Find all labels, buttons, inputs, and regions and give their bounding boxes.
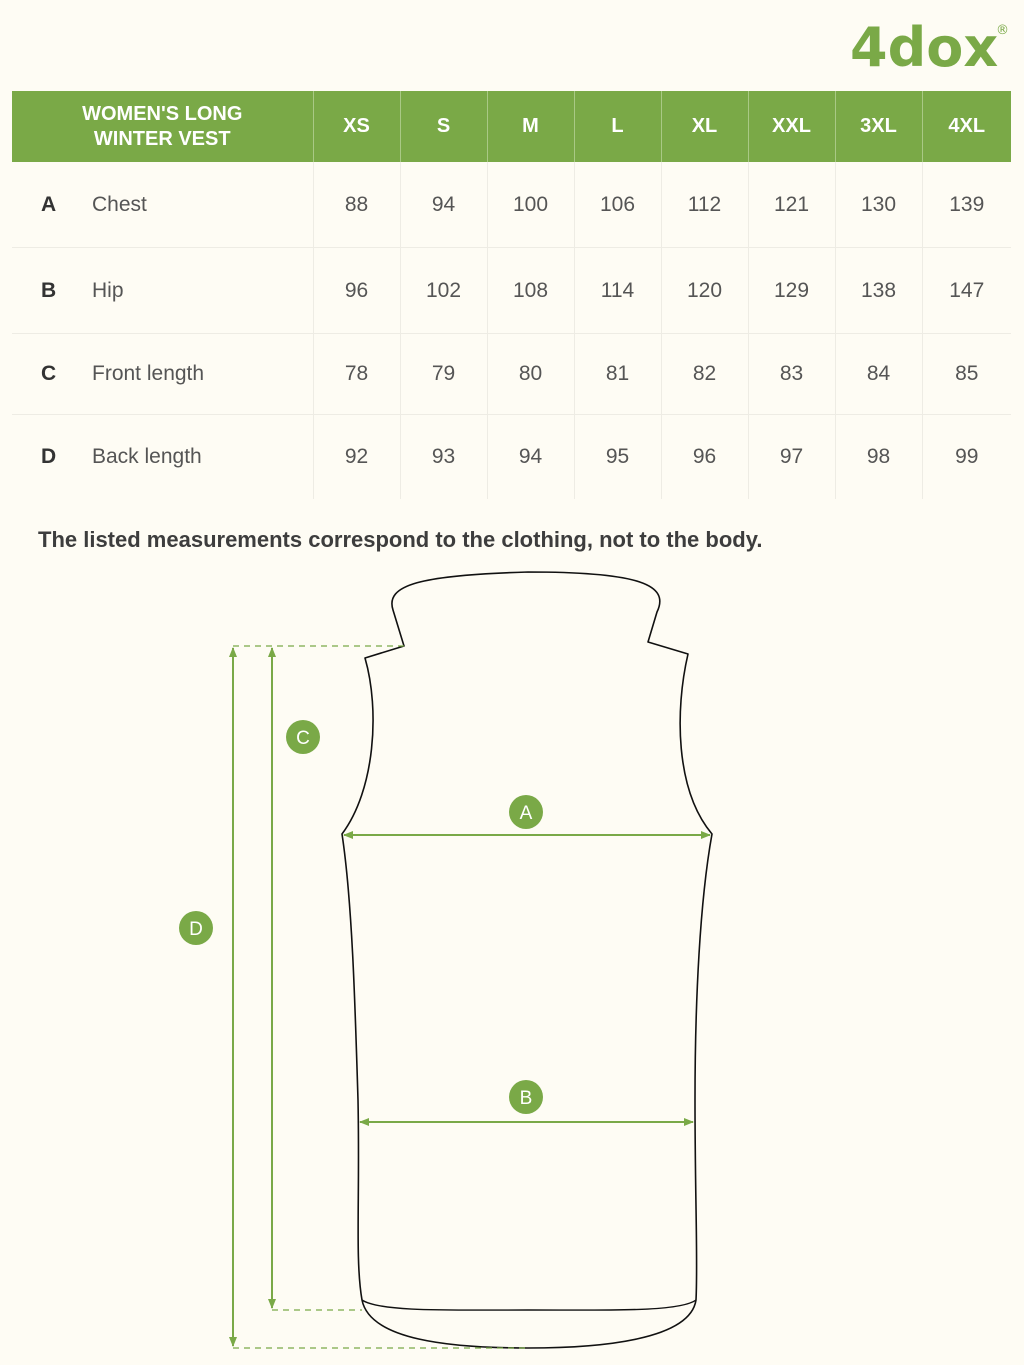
measure-name: Chest: [92, 192, 147, 216]
table-cell: 102: [400, 248, 487, 334]
table-cell: 94: [487, 415, 574, 500]
table-cell: 138: [835, 248, 922, 334]
table-cell: 114: [574, 248, 661, 334]
table-header-row: [12, 91, 1011, 162]
table-row-front-length: [12, 334, 1011, 415]
table-cell: 147: [922, 248, 1011, 334]
measure-label: [12, 415, 313, 500]
table-cell: 106: [574, 162, 661, 248]
size-header-s: S: [400, 91, 487, 162]
vest-diagram: [0, 560, 1024, 1360]
brand-logo: [850, 14, 1010, 78]
table-cell: 85: [922, 334, 1011, 415]
measure-letter: A: [41, 192, 57, 216]
size-header-3xl: 3XL: [835, 91, 922, 162]
table-cell: 96: [313, 248, 400, 334]
measure-name: Hip: [92, 278, 124, 302]
measure-label: [12, 248, 313, 334]
table-cell: 98: [835, 415, 922, 500]
table-cell: 99: [922, 415, 1011, 500]
label-circle-a: [509, 795, 543, 829]
table-title: WOMEN'S LONG WINTER VEST: [12, 91, 313, 162]
measurement-note: The listed measurements correspond to the clothing, not to the body.: [38, 527, 763, 552]
measure-label: [12, 334, 313, 415]
size-header-xl: XL: [661, 91, 748, 162]
vest-hem-line: [362, 1300, 696, 1310]
table-cell: 93: [400, 415, 487, 500]
table-row-hip: [12, 248, 1011, 334]
svg-text:4dox: 4dox: [850, 16, 999, 78]
measure-letter: C: [41, 362, 57, 385]
table-cell: 83: [748, 334, 835, 415]
table-cell: 97: [748, 415, 835, 500]
table-cell: 82: [661, 334, 748, 415]
table-cell: 92: [313, 415, 400, 500]
table-cell: 81: [574, 334, 661, 415]
table-cell: 112: [661, 162, 748, 248]
table-cell: 121: [748, 162, 835, 248]
table-cell: 108: [487, 248, 574, 334]
vest-outline: [342, 572, 712, 1348]
table-cell: 79: [400, 334, 487, 415]
table-row-back-length: [12, 415, 1011, 500]
table-cell: 84: [835, 334, 922, 415]
svg-text:B: B: [519, 1088, 533, 1109]
size-table: [12, 91, 1011, 499]
svg-text:A: A: [519, 803, 533, 824]
table-cell: 129: [748, 248, 835, 334]
svg-text:D: D: [189, 919, 203, 940]
table-cell: 94: [400, 162, 487, 248]
label-circle-c: [286, 720, 320, 754]
table-row-chest: [12, 162, 1011, 248]
measure-label: [12, 162, 313, 248]
table-cell: 130: [835, 162, 922, 248]
size-header-xs: XS: [313, 91, 400, 162]
label-circle-d: [179, 911, 213, 945]
measure-letter: B: [41, 278, 57, 302]
svg-text:®: ®: [996, 23, 1009, 38]
table-cell: 95: [574, 415, 661, 500]
table-cell: 96: [661, 415, 748, 500]
size-header-4xl: 4XL: [922, 91, 1011, 162]
measure-letter: D: [41, 445, 57, 468]
table-cell: 78: [313, 334, 400, 415]
size-header-l: L: [574, 91, 661, 162]
table-cell: 80: [487, 334, 574, 415]
table-cell: 100: [487, 162, 574, 248]
label-circle-b: [509, 1080, 543, 1114]
table-cell: 139: [922, 162, 1011, 248]
table-cell: 88: [313, 162, 400, 248]
size-header-xxl: XXL: [748, 91, 835, 162]
measure-name: Back length: [92, 445, 202, 468]
size-header-m: M: [487, 91, 574, 162]
svg-text:C: C: [296, 728, 310, 749]
table-cell: 120: [661, 248, 748, 334]
measure-name: Front length: [92, 362, 205, 385]
